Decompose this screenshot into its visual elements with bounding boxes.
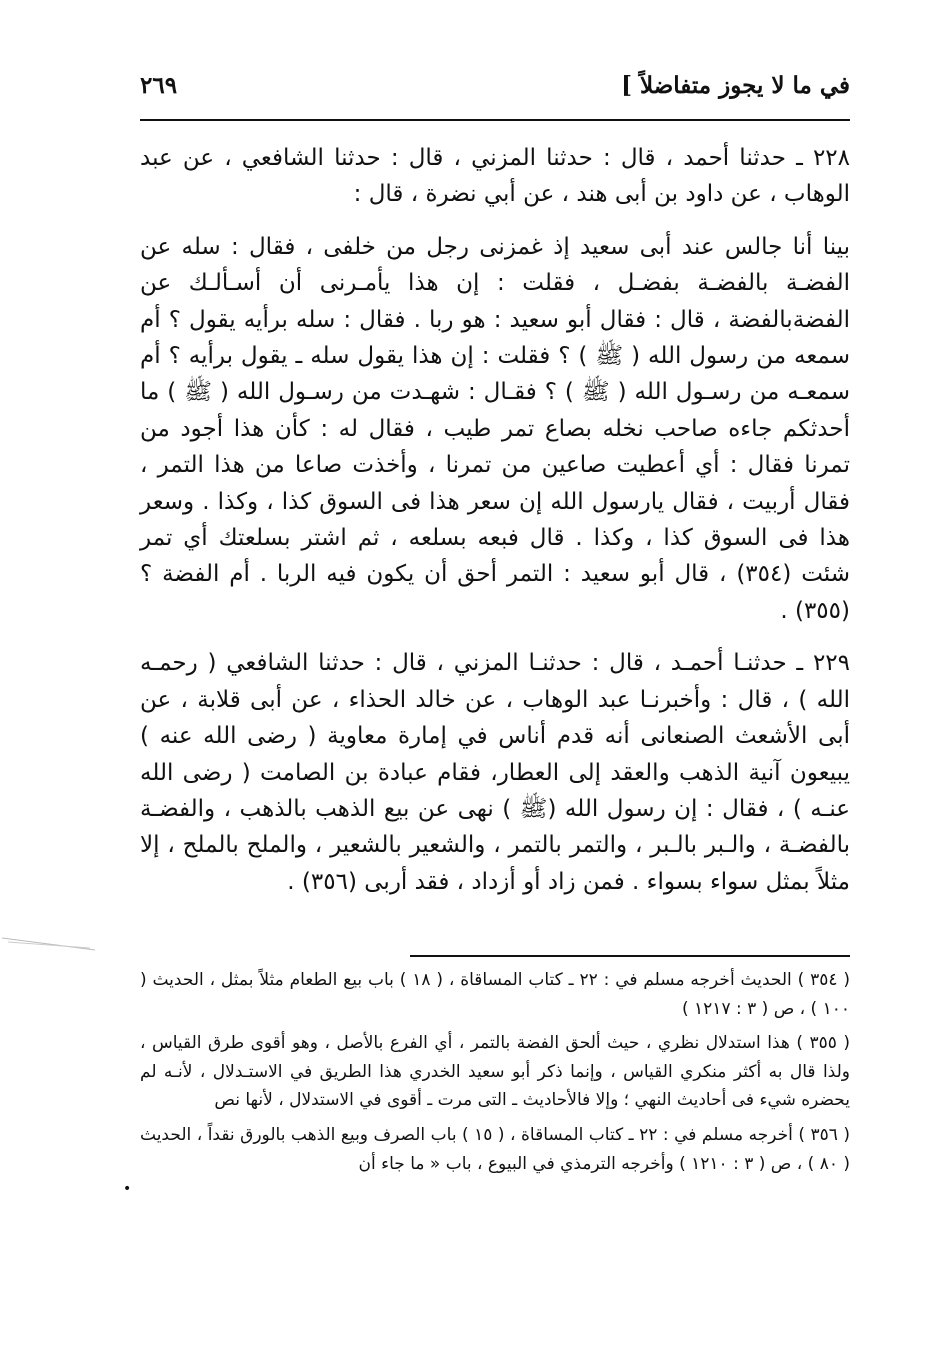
footnote-355: ( ٣٥٥ ) هذا استدلال نظري ، حيث ألحق الفضة بالتمر ، أي الفرع بالأصل ، وهو أقوى طرق القياس ، ولذا قال به أكثر منكري القياس ، وإنما ذكر أبو سعيد الخدري هذا الطريق في الاستـدلال ، لأنـه لم يحضره شيء فى أحاديث النهي ؛ وإلا فالأحاديث ـ التى مرت ـ أقوى في الاستدلال ، لأنها نص — [140, 1033, 850, 1111]
footnote-356: ( ٣٥٦ ) أخرجه مسلم في : ٢٢ ـ كتاب المساقاة ، ( ١٥ ) باب الصرف وبيع الذهب بالورق نقداً ، الحديث ( ٨٠ ) ، ص ( ٣ : ١٢١٠ ) وأخرجه الترمذي في البيوع ، باب « ما جاء أن — [140, 1124, 850, 1174]
margin-bullet: • — [123, 1181, 132, 1197]
hadith-228-isnad: ٢٢٨ ـ حدثنا أحمد ، قال : حدثنا المزني ، قال : حدثنا الشافعي ، عن عبد الوهاب ، عن داود بن أبى هند ، عن أبي نضرة ، قال : — [140, 145, 850, 208]
running-header — [140, 72, 850, 116]
header-rule — [140, 119, 850, 121]
main-text — [140, 140, 850, 900]
running-title: في ما لا يجوز متفاضلاً ] — [621, 72, 850, 99]
footnote-rule — [410, 955, 850, 957]
footnotes — [140, 966, 850, 1184]
footnote-354: ( ٣٥٤ ) الحديث أخرجه مسلم في : ٢٢ ـ كتاب المساقاة ، ( ١٨ ) باب بيع الطعام مثلاً بمثل ، الحديث ( ١٠٠ ) ، ص ( ٣ : ١٢١٧ ) — [140, 970, 851, 1019]
hadith-229: ٢٢٩ ـ حدثنـا أحمـد ، قال : حدثنـا المزني ، قال : حدثنا الشافعي ( رحمـه الله ) ، قال : وأخبرنـا عبد الوهاب ، عن خالد الحذاء ، عن أبى قلابة ، عن أبى الأشعث الصنعانى أنه قدم أناس في إمارة معاوية ( رضى الله عنه ) يبيعون آنية الذهب والعقد إلى العطار، فقام عبادة بن الصامت ( رضى الله عنـه ) ، فقال : إن رسول الله (ﷺ ) نهى عن بيع الذهب بالذهب ، والفضـة بالفضـة ، والـبر بالـبر ، والتمر بالتمر ، والشعير بالشعير ، والملح بالملح ، إلا مثلاً بمثل سواء بسواء . فمن زاد أو أزداد ، فقد أربى (٣٥٦) . — [140, 650, 850, 895]
hadith-228-matn: بينا أنا جالس عند أبى سعيد إذ غمزنى رجل من خلفى ، فقال : سله عن الفضـة بالفضـة بفضـل ، فقلت : إن هذا يأمـرنى أن أسـألـك عن الفضةبالفضة ، قال : فقال أبو سعيد : هو ربا . فقال : سله برأيه يقول ؟ أم سمعه من رسول الله ( ﷺ ) ؟ فقلت : إن هذا يقول سله ـ يقول برأيه ؟ أم سمعـه من رسـول الله ( ﷺ ) ؟ فقـال : شهـدت من رسـول الله ( ﷺ ) ما أحدثكم جاءه صاحب نخله بصاع تمر طيب ، فقال له : كأن هذا أجود من تمرنا فقال : أي أعطيت صاعين من تمرنا ، وأخذت صاعا من هذا التمر ، فقال أربيت ، فقال يارسول الله إن سعر هذا فى السوق كذا ، وكذا . وسعر هذا فى السوق كذا ، وكذا . قال فبعه بسلعه ، ثم اشتر بسلعتك أي تمر شئت (٣٥٤) ، قال أبو سعيد : التمر أحق أن يكون فيه الربا . أم الفضة ؟ (٣٥٥) . — [140, 233, 850, 624]
page-number: ٢٦٩ — [140, 72, 178, 99]
scan-stray-mark — [0, 928, 100, 958]
